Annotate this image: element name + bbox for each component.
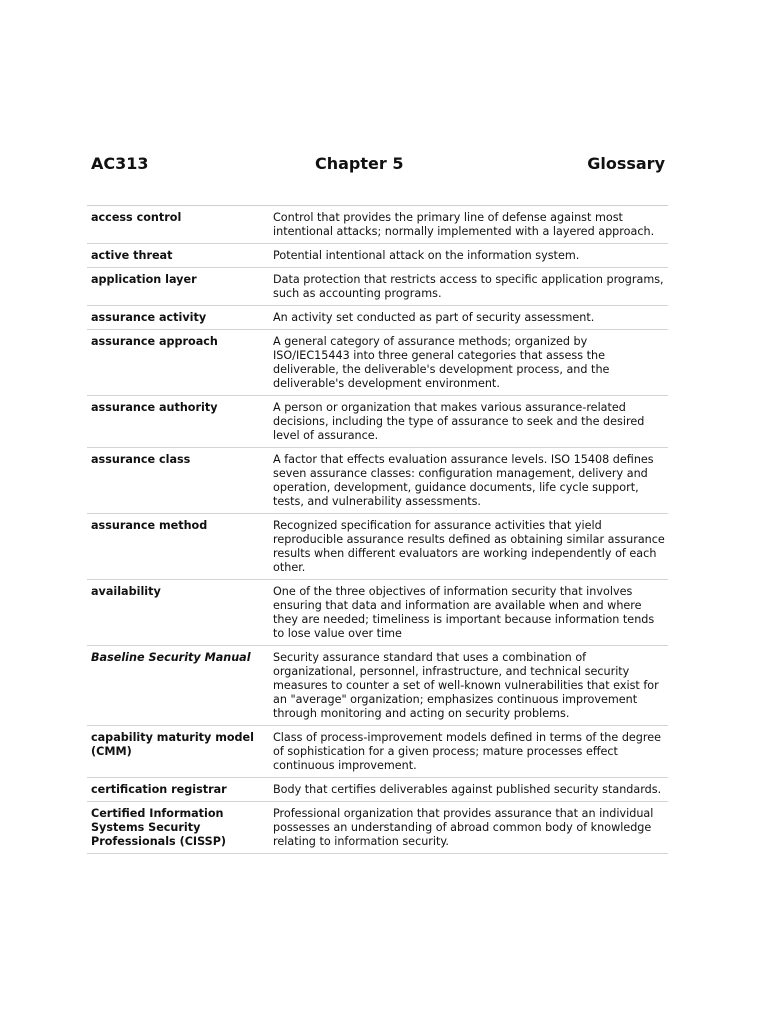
section-title: Glossary	[587, 154, 665, 173]
glossary-definition: A general category of assurance methods; organized by ISO/IEC15443 into three general categories that assess the deliverable, the deliverable's development process, and the deliverable's development environment.	[273, 335, 610, 390]
glossary-row	[87, 726, 668, 778]
glossary-row	[87, 802, 668, 854]
glossary-definition: A factor that effects evaluation assurance levels. ISO 15408 defines seven assurance classes: configuration management, delivery and operation, development, guidance documents, life cycle support, tests, and vulnerability assessments.	[273, 453, 654, 508]
glossary-term: application layer	[91, 273, 197, 286]
glossary-row	[87, 330, 668, 396]
glossary-term: access control	[91, 211, 182, 224]
glossary-table	[87, 205, 668, 854]
glossary-term: Certified Information Systems Security Professionals (CISSP)	[91, 807, 227, 848]
glossary-term: assurance activity	[91, 311, 207, 324]
glossary-term: availability	[91, 585, 161, 598]
glossary-definition: Security assurance standard that uses a combination of organizational, personnel, infrastructure, and technical security measures to counter a set of well-known vulnerabilities that exist for an "average" organization; emphasizes continuous improvement through monitoring and acting on security problems.	[273, 651, 659, 720]
glossary-definition: Data protection that restricts access to specific application programs, such as accounting programs.	[273, 273, 664, 300]
glossary-row	[87, 580, 668, 646]
glossary-term: assurance approach	[91, 335, 218, 348]
glossary-term: Baseline Security Manual	[91, 651, 251, 664]
glossary-definition: An activity set conducted as part of security assessment.	[273, 311, 595, 324]
glossary-term: assurance method	[91, 519, 208, 532]
glossary-definition: Potential intentional attack on the information system.	[273, 249, 580, 262]
glossary-term: assurance authority	[91, 401, 218, 414]
course-code: AC313	[91, 154, 149, 173]
glossary-definition: Recognized specification for assurance activities that yield reproducible assurance results defined as obtaining similar assurance results when different evaluators are working independently of each other.	[273, 519, 665, 574]
chapter-title: Chapter 5	[315, 154, 404, 173]
glossary-row	[87, 306, 668, 330]
glossary-definition: A person or organization that makes various assurance-related decisions, including the type of assurance to seek and the desired level of assurance.	[273, 401, 645, 442]
glossary-row	[87, 396, 668, 448]
glossary-row	[87, 514, 668, 580]
page-header	[91, 154, 665, 178]
glossary-row	[87, 206, 668, 244]
glossary-term: capability maturity model (CMM)	[91, 731, 254, 758]
glossary-definition: Control that provides the primary line of defense against most intentional attacks; normally implemented with a layered approach.	[273, 211, 655, 238]
glossary-row	[87, 778, 668, 802]
glossary-term: certification registrar	[91, 783, 227, 796]
glossary-definition: One of the three objectives of information security that involves ensuring that data and information are available when and where they are needed; timeliness is important because information tends to lose value over time	[273, 585, 655, 640]
glossary-row	[87, 244, 668, 268]
glossary-definition: Class of process-improvement models defined in terms of the degree of sophistication for a given process; mature processes effect continuous improvement.	[273, 731, 662, 772]
glossary-definition: Body that certifies deliverables against published security standards.	[273, 783, 662, 796]
glossary-row	[87, 268, 668, 306]
glossary-row	[87, 448, 668, 514]
glossary-term: active threat	[91, 249, 173, 262]
glossary-term: assurance class	[91, 453, 191, 466]
glossary-definition: Professional organization that provides assurance that an individual possesses an understanding of abroad common body of knowledge relating to information security.	[273, 807, 654, 848]
glossary-row	[87, 646, 668, 726]
